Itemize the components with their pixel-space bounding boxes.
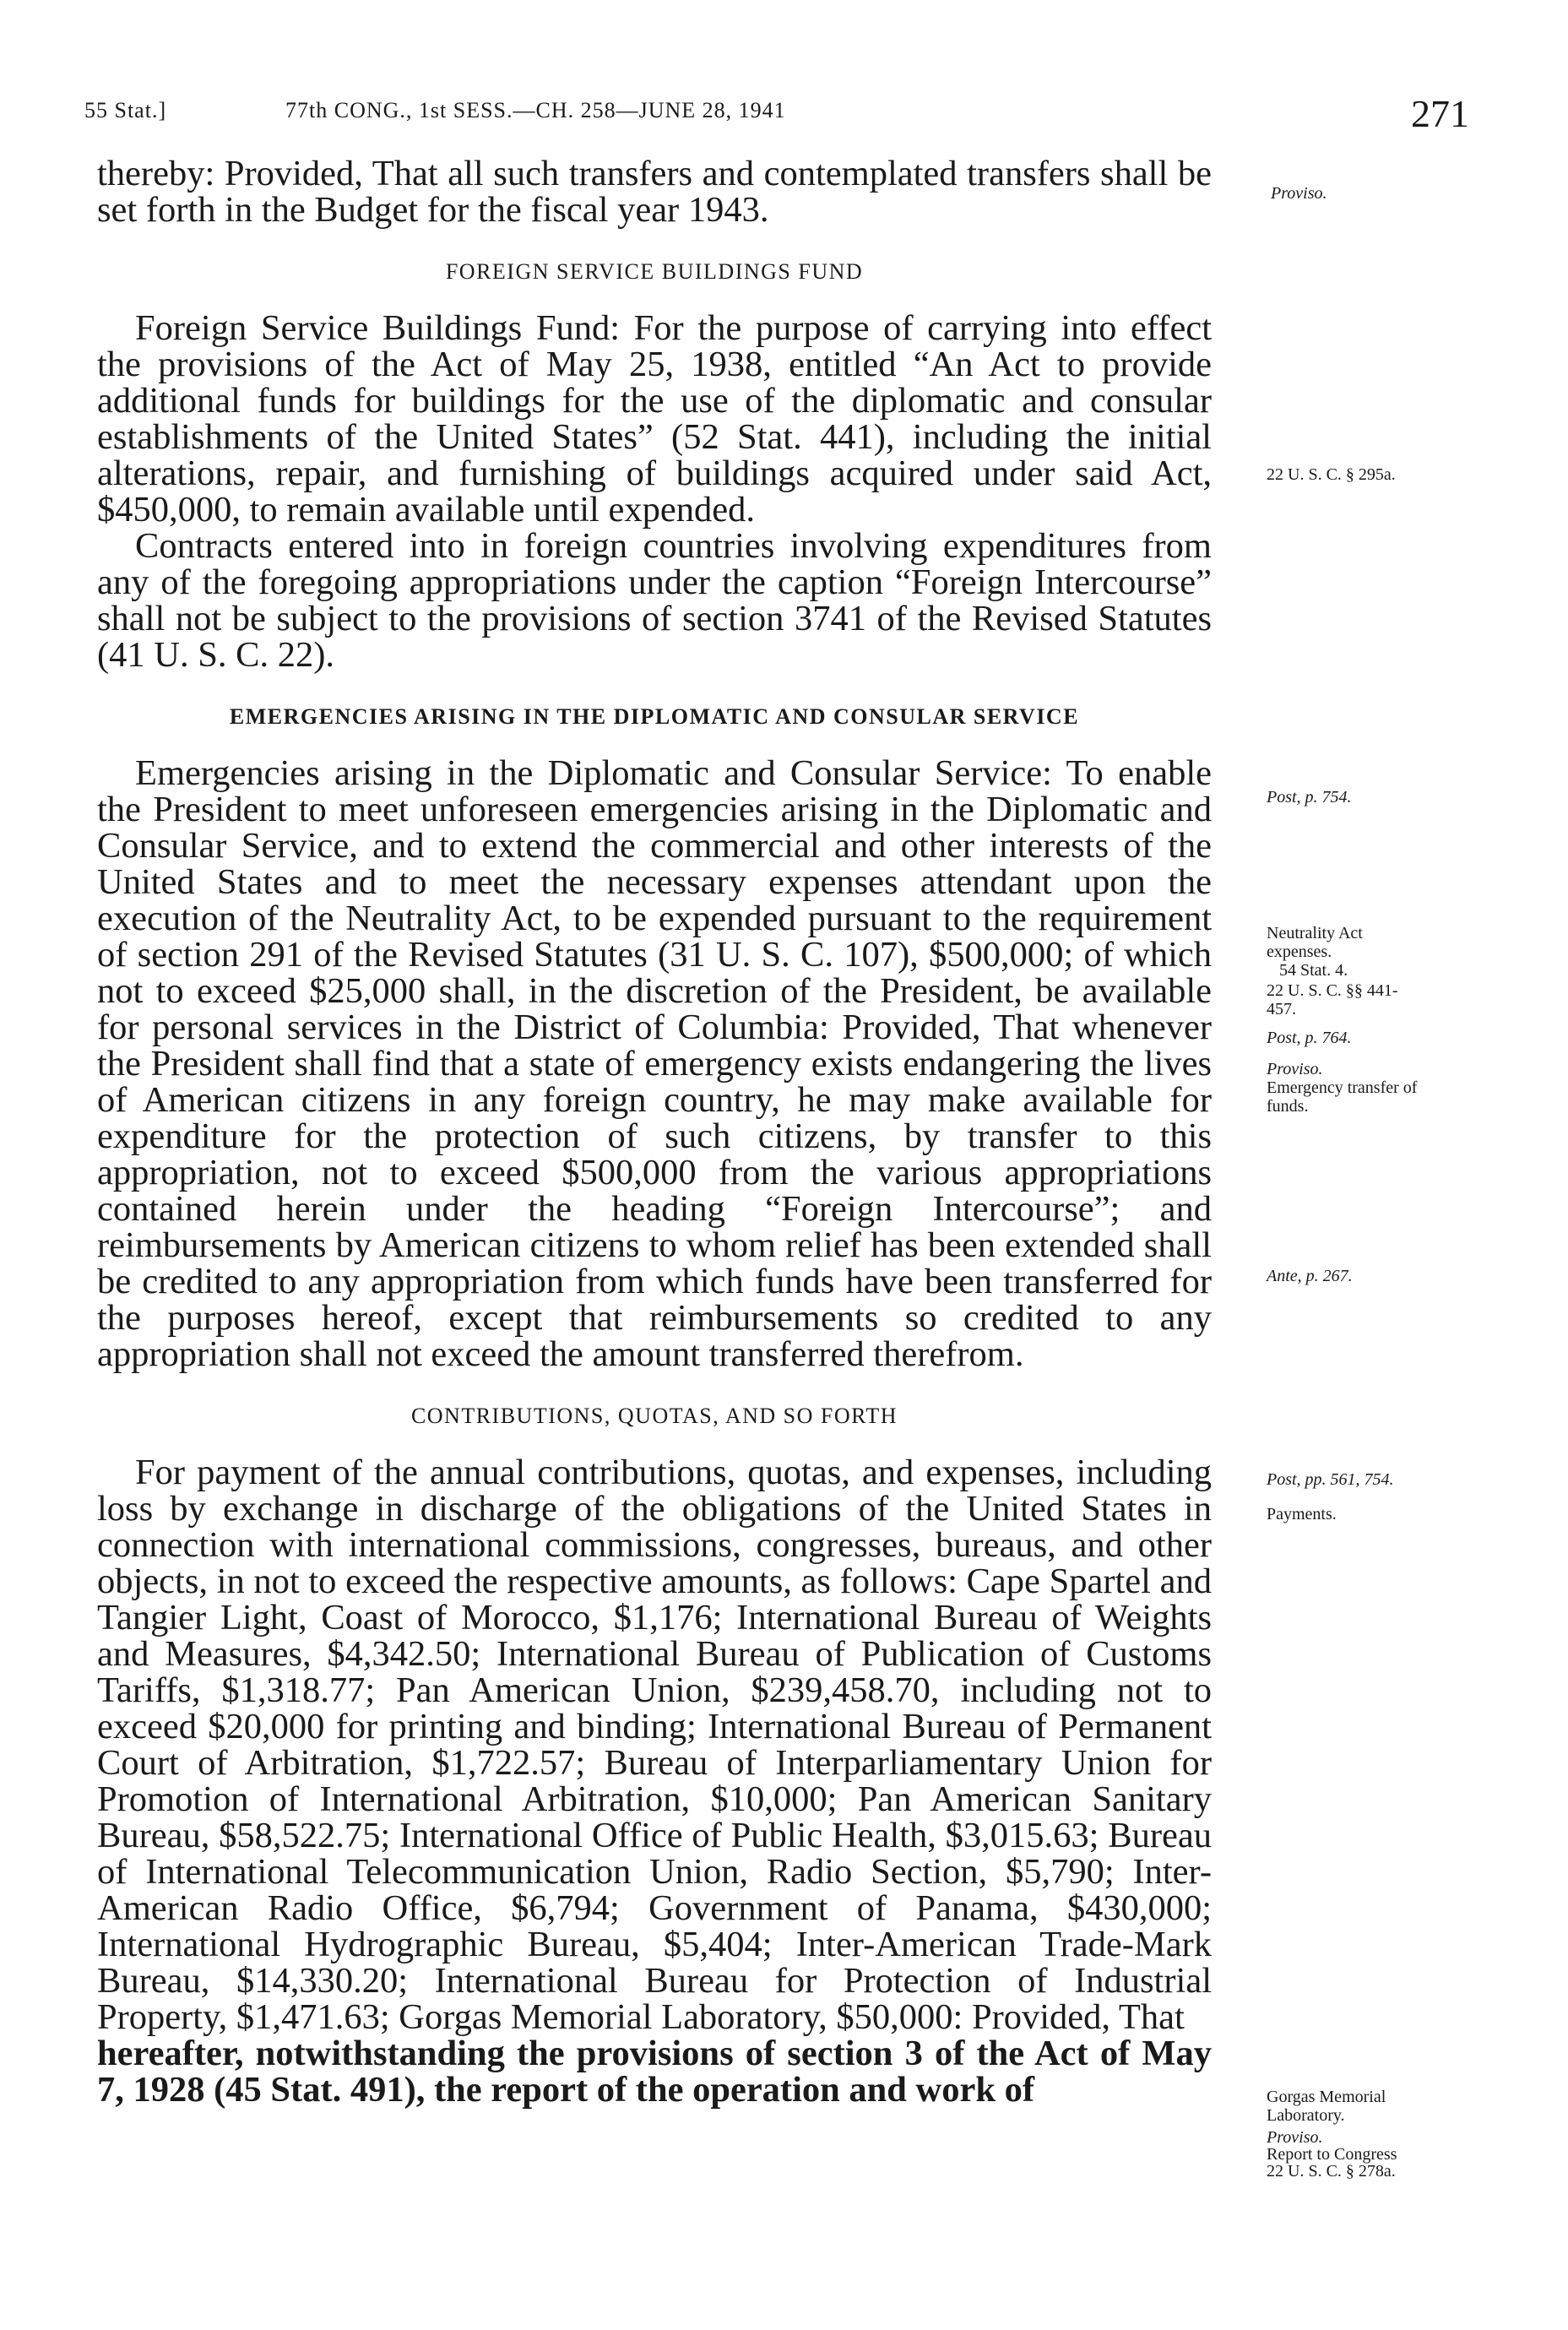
section-heading-emergencies: EMERGENCIES ARISING IN THE DIPLOMATIC AND CONSULAR SERVICE xyxy=(229,704,1080,729)
gorgas-report-paragraph: hereafter, notwithstanding the provisions of section 3 of the Act of May 7, 1928 (45 Stat. 491), the report of the operation and work of xyxy=(97,2034,1212,2110)
foreign-service-buildings-paragraph: Foreign Service Buildings Fund: For the purpose of carrying into effect the provisions of the Act of May 25, 1938, entitled “An Act to provide additional funds for buildings for the use of the diplomatic and consular establishments of the United States” (52 Stat. 441), including the initial alterations, repair, and furnishing of buildings acquired under said Act, $450,000, to remain available until expended. xyxy=(97,308,1212,530)
margin-note-ante-267: Ante, p. 267. xyxy=(1267,1267,1353,1285)
volume-reference: 55 Stat.] xyxy=(84,98,167,122)
margin-note-usc-295a: 22 U. S. C. § 295a. xyxy=(1267,465,1396,484)
contracts-paragraph: Contracts entered into in foreign countries involving expenditures from any of the foregoing appropriations under the caption “Foreign Intercourse” shall not be subject to the provisions of section 3741 of the Revised Statutes (41 U. S. C. 22). xyxy=(97,526,1212,675)
margin-note-payments: Payments. xyxy=(1267,1505,1337,1523)
emergencies-paragraph: Emergencies arising in the Diplomatic and Consular Service: To enable the President to meet unforeseen emergencies arising in the Diplomatic and Consular Service, and to extend the commercial and other interests of the United States and to meet the necessary expenses attendant upon the execution of the Neutrality Act, to be expended pursuant to the requirement of section 291 of the Revised Statutes (31 U. S. C. 107), $500,000; of which not to exceed $25,000 shall, in the discretion of the President, be available for personal services in the District of Columbia: Provided, That whenever the President shall find that a state of emergency exists endangering the lives of American citizens in any foreign country, he may make available for expenditure for the protection of such citizens, by transfer to this appropriation, not to exceed $500,000 from the various appropriations contained herein under the heading “Foreign Intercourse”; and reimbursements by American citizens to whom relief has been extended shall be credited to any appropriation from which funds have been transferred for the purposes hereof, except that reimbursements so credited to any appropriation shall not exceed the amount transferred therefrom. xyxy=(97,753,1212,1374)
section-heading-contributions: CONTRIBUTIONS, QUOTAS, AND SO FORTH xyxy=(410,1404,898,1428)
session-chapter-date: 77th CONG., 1st SESS.—CH. 258—JUNE 28, 1941 xyxy=(285,98,786,122)
margin-note-usc-441: 22 U. S. C. §§ 441-457. xyxy=(1267,981,1398,1018)
margin-note-post-754: Post, p. 754. xyxy=(1267,788,1352,807)
margin-note-usc-278a: 22 U. S. C. § 278a. xyxy=(1267,2162,1396,2181)
page-number: 271 xyxy=(1411,92,1469,135)
margin-note-post-561: Post, pp. 561, 754. xyxy=(1267,1470,1394,1489)
margin-note-emergency-transfer: Emergency transfer of funds. xyxy=(1267,1078,1418,1116)
margin-note-proviso-2: Proviso. xyxy=(1267,1060,1323,1078)
margin-note-gorgas-laboratory: Gorgas Memorial Laboratory. xyxy=(1267,2088,1386,2125)
margin-note-54-stat: 54 Stat. 4. xyxy=(1279,961,1348,980)
section-heading-foreign-service-buildings: FOREIGN SERVICE BUILDINGS FUND xyxy=(445,259,864,284)
continuation-paragraph: thereby: Provided, That all such transfers and contemplated transfers shall be set forth in the Budget for the fiscal year 1943. xyxy=(97,154,1212,230)
margin-note-proviso: Proviso. xyxy=(1271,184,1327,203)
margin-note-proviso-3: Proviso. xyxy=(1267,2128,1323,2147)
margin-note-neutrality-act: Neutrality Act expenses. xyxy=(1267,924,1363,961)
margin-note-report-to-congress: Report to Congress xyxy=(1267,2145,1397,2164)
contributions-paragraph: For payment of the annual contributions, quotas, and expenses, including loss by exchange in discharge of the obligations of the United States in connection with international commissions, congresses, bureaus, and other objects, in not to exceed the respective amounts, as follows: Cape Spartel and Tangier Light, Coast of Morocco, $1,176; International Bureau of Weights and Measures, $4,342.50; International Bureau of Publication of Customs Tariffs, $1,318.77; Pan American Union, $239,458.70, including not to exceed $20,000 for printing and binding; International Bureau of Permanent Court of Arbitration, $1,722.57; Bureau of Interparliamentary Union for Promotion of International Arbitration, $10,000; Pan American Sanitary Bureau, $58,522.75; International Office of Public Health, $3,015.63; Bureau of International Telecommunication Union, Radio Section, $5,790; Inter-American Radio Office, $6,794; Government of Panama, $430,000; International Hydrographic Bureau, $5,404; Inter-American Trade-Mark Bureau, $14,330.20; International Bureau for Protection of Industrial Property, $1,471.63; Gorgas Memorial Laboratory, $50,000: Provided, That xyxy=(97,1453,1212,2037)
margin-note-post-764: Post, p. 764. xyxy=(1267,1029,1352,1047)
main-text-column xyxy=(97,155,1212,2108)
running-header xyxy=(84,91,1469,142)
